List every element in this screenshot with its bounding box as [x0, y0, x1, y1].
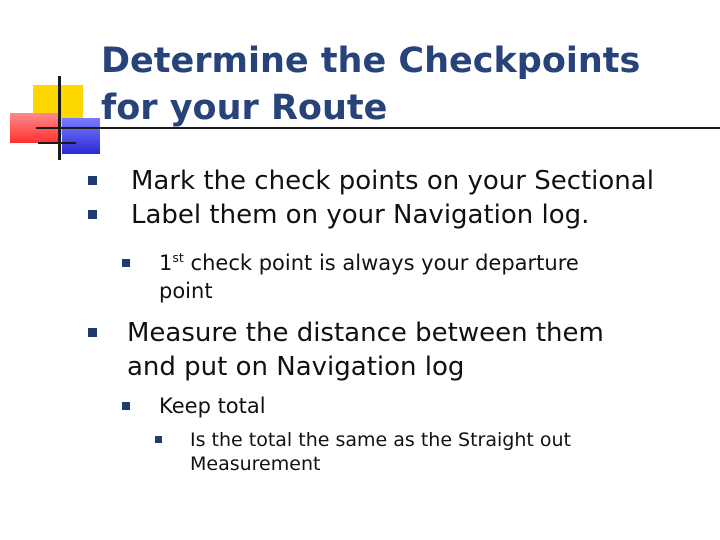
bullet-marker	[122, 402, 130, 410]
bullet-marker	[88, 210, 97, 219]
bullet-text-line-1: Is the total the same as the Straight out	[190, 429, 572, 451]
bullet-marker	[88, 328, 97, 337]
bullet-text: Mark the check points on your Sectional	[131, 166, 654, 196]
bullet-marker	[88, 176, 97, 185]
blue-square	[62, 118, 100, 154]
bullet-text-line-1: check point is always your departure	[183, 251, 579, 275]
vertical-rule	[58, 76, 61, 160]
bullet-text-line-2: Measurement	[190, 453, 321, 475]
bullet-text-line-1: Measure the distance between them	[127, 318, 604, 348]
bullet-text	[159, 250, 579, 276]
bullet-marker	[155, 436, 162, 443]
bullet-text-line-2: point	[159, 279, 213, 303]
bullet-text-line-2: and put on Navigation log	[127, 352, 465, 382]
short-rule	[38, 142, 76, 144]
bullet-text: Label them on your Navigation log.	[131, 200, 590, 230]
bullet-marker	[122, 259, 130, 267]
ordinal-suffix: st	[172, 250, 184, 265]
corner-decoration	[0, 0, 110, 170]
title-line-1: Determine the Checkpoints	[101, 41, 641, 81]
slide-title	[101, 38, 701, 132]
bullet-text: Keep total	[159, 394, 266, 418]
ordinal-number: 1	[159, 251, 173, 275]
title-line-2: for your Route	[101, 88, 388, 128]
